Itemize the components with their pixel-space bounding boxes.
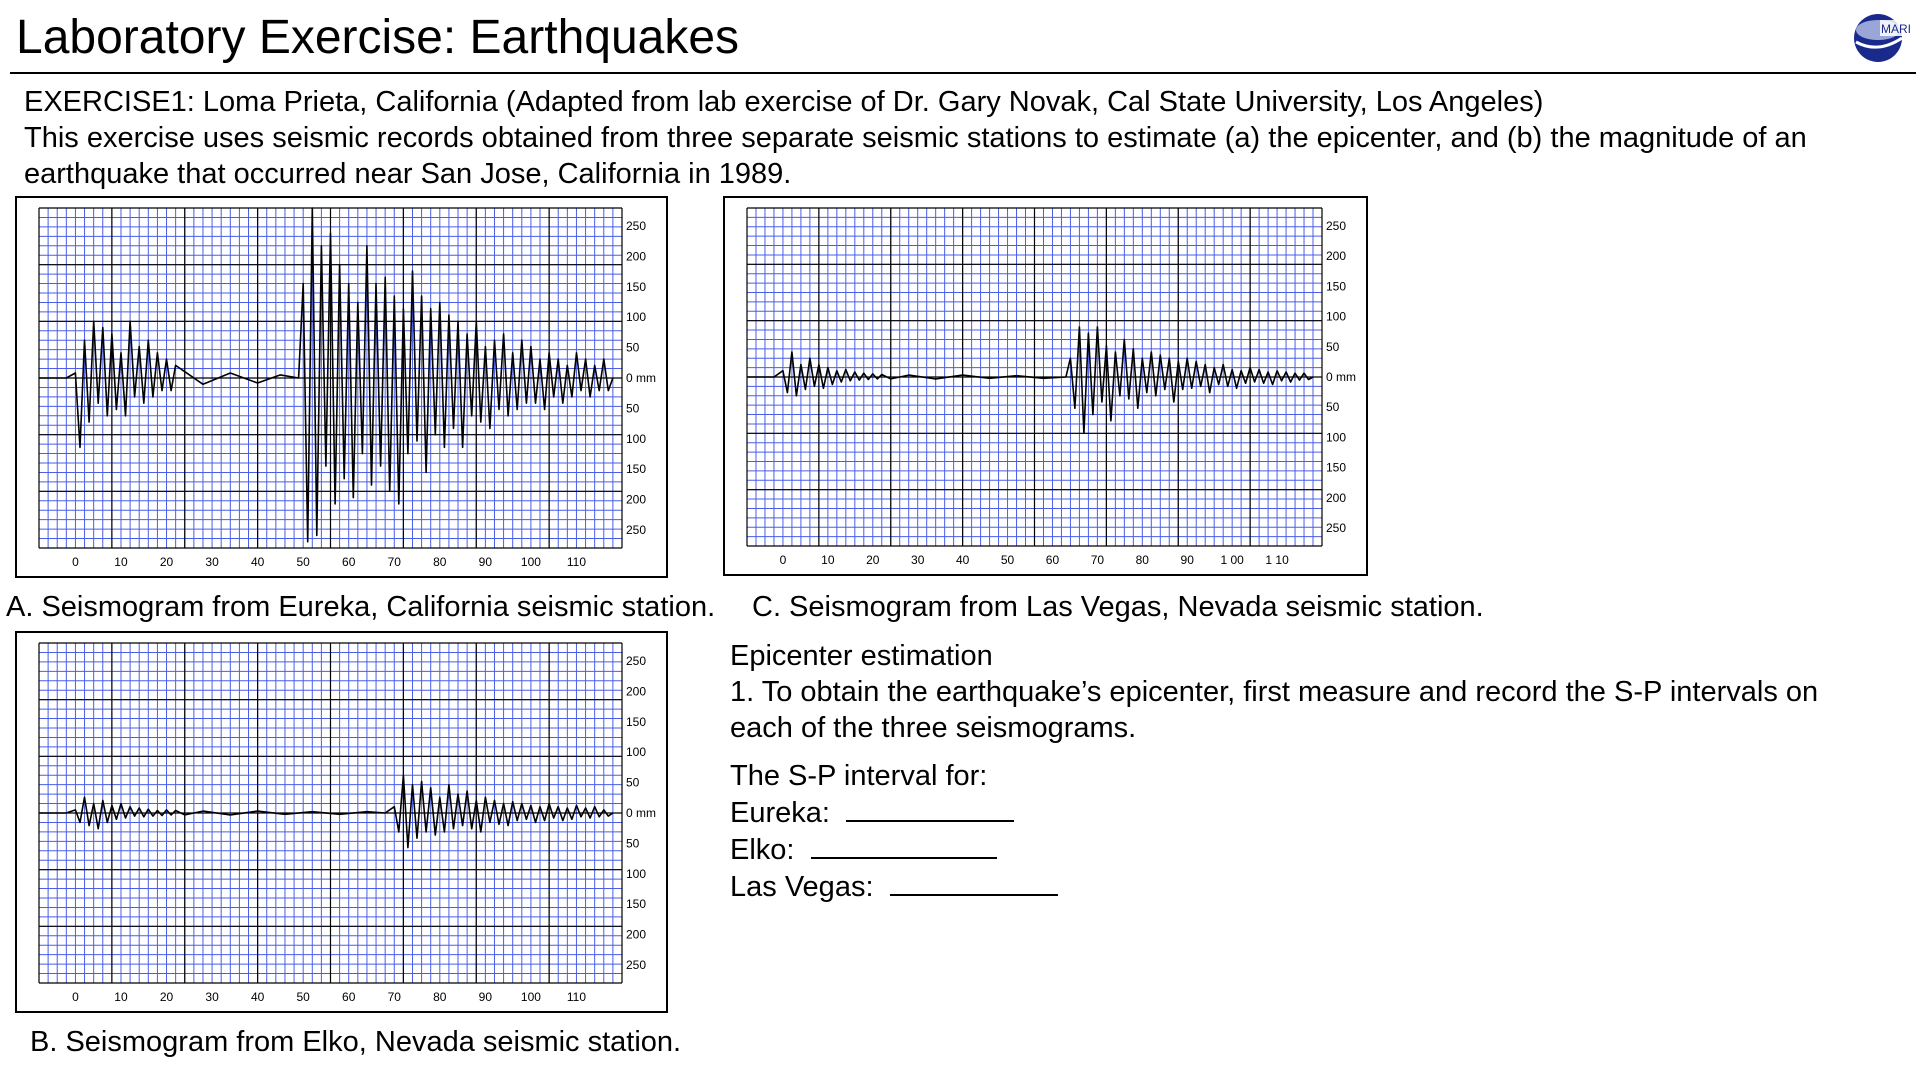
seismogram-las-vegas-chart: [725, 198, 1366, 574]
y-tick-label: 200: [626, 927, 647, 942]
x-tick-label: 20: [159, 555, 174, 569]
page-title: Laboratory Exercise: Earthquakes: [16, 11, 740, 64]
x-tick-label: 70: [387, 990, 401, 1004]
y-tick-label: 250: [626, 654, 647, 668]
sp-interval-title: The S-P interval for:: [730, 760, 988, 792]
y-tick-label: 50: [1326, 339, 1340, 354]
sp-label-elko: Elko:: [730, 834, 795, 866]
sp-label-las-vegas: Las Vegas:: [730, 871, 874, 903]
y-tick-label: 150: [626, 462, 647, 477]
seismogram-eureka-chart: [17, 198, 666, 576]
y-tick-label: 200: [626, 492, 647, 507]
y-tick-label: 0 mm: [626, 806, 656, 820]
seismogram-eureka: [15, 196, 668, 578]
y-tick-label: 200: [1326, 490, 1347, 505]
x-tick-label: 30: [205, 555, 219, 569]
caption-las-vegas: C. Seismogram from Las Vegas, Nevada seismic station.: [752, 591, 1484, 623]
y-tick-label: 150: [626, 279, 647, 294]
x-tick-label: 20: [159, 990, 174, 1004]
x-tick-label: 100: [520, 990, 541, 1004]
y-tick-label: 200: [626, 249, 647, 264]
y-tick-label: 250: [626, 523, 647, 537]
x-tick-label: 0: [72, 555, 79, 569]
x-tick-label: 10: [821, 553, 835, 567]
y-tick-label: 50: [626, 775, 640, 790]
x-tick-label: 110: [566, 990, 587, 1004]
seismogram-elko: [15, 631, 668, 1013]
y-tick-label: 100: [626, 745, 647, 760]
y-tick-label: 150: [1326, 279, 1347, 294]
x-tick-label: 1 00: [1220, 553, 1244, 567]
x-tick-label: 40: [955, 553, 970, 567]
x-tick-label: 0: [72, 990, 79, 1004]
x-tick-label: 70: [387, 555, 401, 569]
y-tick-label: 50: [626, 340, 640, 355]
sp-blank-las-vegas[interactable]: [890, 868, 1058, 896]
sp-label-eureka: Eureka:: [730, 797, 830, 829]
y-tick-label: 50: [626, 836, 640, 851]
x-tick-label: 0: [779, 553, 787, 567]
x-tick-label: 70: [1090, 553, 1105, 567]
y-tick-label: 150: [626, 897, 647, 912]
x-tick-label: 40: [250, 555, 265, 569]
x-tick-label: 10: [114, 555, 128, 569]
y-tick-label: 200: [1326, 249, 1347, 264]
x-tick-label: 80: [433, 555, 447, 569]
y-tick-label: 100: [1326, 309, 1347, 324]
intro-line: earthquake that occurred near San Jose, California in 1989.: [24, 158, 792, 190]
seismogram-elko-chart: [17, 633, 666, 1011]
x-tick-label: 90: [478, 990, 493, 1004]
y-tick-label: 0 mm: [1326, 370, 1356, 384]
x-tick-label: 50: [1000, 553, 1015, 567]
sp-blank-elko[interactable]: [811, 831, 997, 859]
seismic-trace: [39, 775, 613, 847]
y-tick-label: 250: [1326, 521, 1347, 535]
y-tick-label: 50: [626, 401, 640, 416]
x-tick-label: 40: [250, 990, 265, 1004]
y-tick-label: 100: [1326, 430, 1347, 445]
sp-blank-eureka[interactable]: [846, 794, 1014, 822]
y-tick-label: 250: [626, 219, 647, 233]
x-tick-label: 90: [1180, 553, 1194, 567]
x-tick-label: 10: [114, 990, 128, 1004]
x-tick-label: 90: [478, 555, 493, 569]
y-tick-label: 100: [626, 866, 647, 881]
epicenter-section: [730, 638, 1900, 905]
title-divider: [10, 72, 1916, 74]
seismic-trace: [747, 327, 1313, 433]
sp-row-elko: [730, 831, 1900, 868]
x-tick-label: 80: [433, 990, 447, 1004]
seismogram-las-vegas: [723, 196, 1368, 576]
x-tick-label: 110: [566, 555, 587, 569]
y-tick-label: 0 mm: [626, 371, 656, 385]
x-tick-label: 30: [911, 553, 925, 567]
sp-row-las-vegas: [730, 868, 1900, 905]
y-tick-label: 100: [626, 431, 647, 446]
y-tick-label: 250: [626, 958, 647, 972]
y-tick-label: 150: [626, 714, 647, 729]
y-tick-label: 150: [1326, 460, 1347, 475]
mari-logo-icon: [1850, 8, 1914, 66]
logo-text: MARI: [1881, 22, 1911, 36]
y-tick-label: 50: [1326, 400, 1340, 415]
exercise-heading: EXERCISE1: Loma Prieta, California (Adapted from lab exercise of Dr. Gary Novak, Cal State University, Los Angeles): [24, 86, 1544, 118]
x-tick-label: 1 10: [1265, 553, 1289, 567]
instruction-line: each of the three seismograms.: [730, 712, 1137, 744]
x-tick-label: 80: [1135, 553, 1149, 567]
y-tick-label: 200: [626, 684, 647, 699]
x-tick-label: 30: [205, 990, 219, 1004]
caption-elko: B. Seismogram from Elko, Nevada seismic station.: [30, 1026, 682, 1058]
intro-line: This exercise uses seismic records obtained from three separate seismic stations to estimate (a) the epicenter, and (b) the magnitude of an: [24, 122, 1807, 154]
y-tick-label: 250: [1326, 219, 1347, 233]
x-tick-label: 60: [342, 555, 356, 569]
intro-text: [24, 84, 1904, 192]
x-tick-label: 60: [342, 990, 356, 1004]
instruction-line: 1. To obtain the earthquake’s epicenter, first measure and record the S-P intervals on: [730, 676, 1819, 708]
x-tick-label: 60: [1045, 553, 1060, 567]
sp-row-eureka: [730, 794, 1900, 831]
x-tick-label: 50: [296, 555, 310, 569]
caption-eureka: A. Seismogram from Eureka, California seismic station.: [6, 591, 716, 623]
x-tick-label: 20: [866, 553, 880, 567]
x-tick-label: 50: [296, 990, 310, 1004]
x-tick-label: 100: [520, 555, 541, 569]
epicenter-heading: Epicenter estimation: [730, 640, 993, 672]
y-tick-label: 100: [626, 310, 647, 325]
